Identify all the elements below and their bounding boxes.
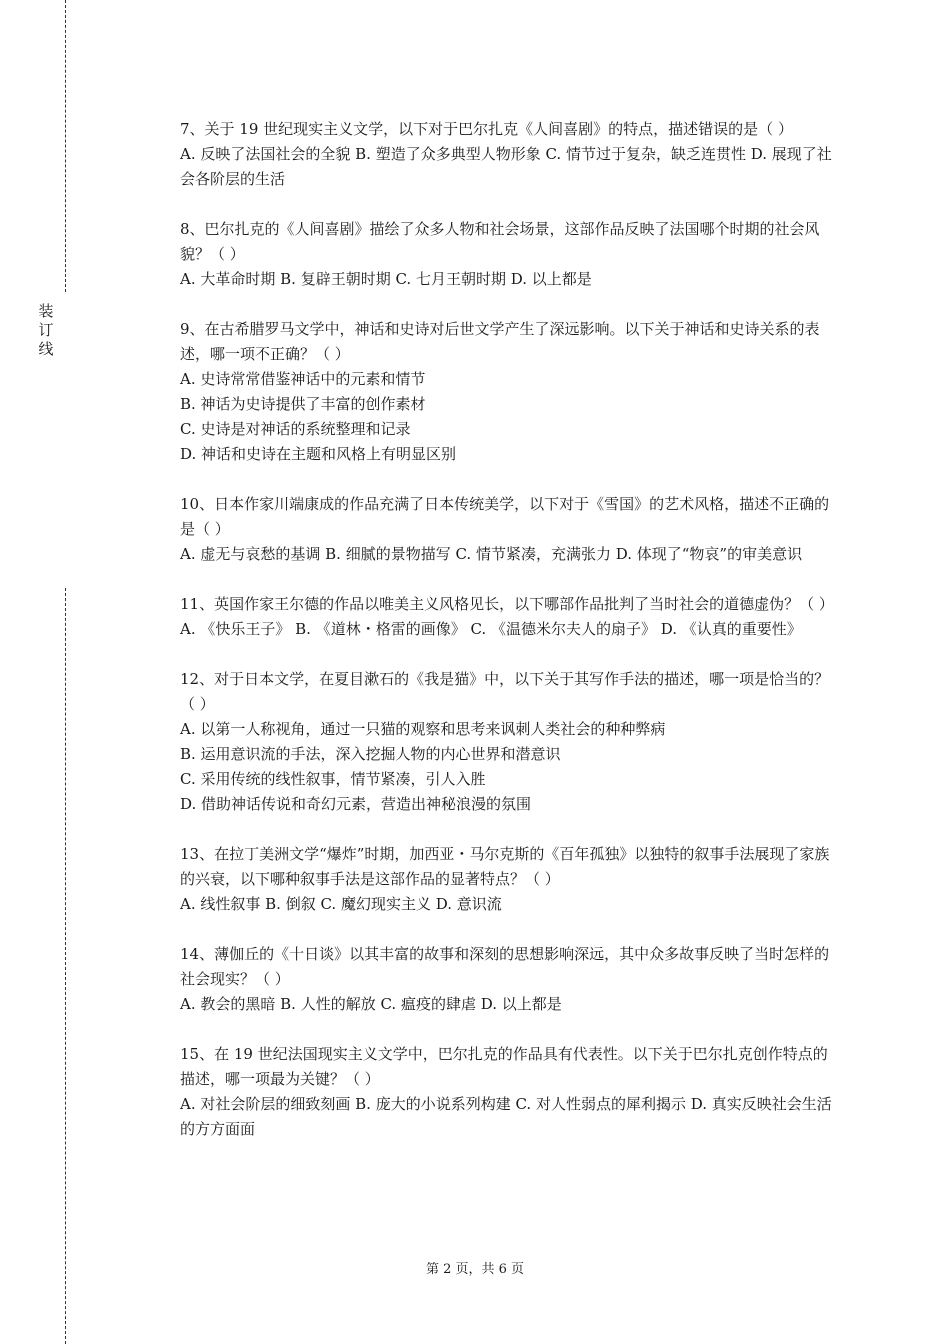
binding-char: 线	[38, 340, 54, 358]
option-a: A. 以第一人称视角，通过一只猫的观察和思考来讽刺人类社会的种种弊病	[180, 720, 666, 738]
option-d: D. 神话和史诗在主题和风格上有明显区别	[180, 445, 457, 463]
option-b: B. 神话为史诗提供了丰富的创作素材	[180, 395, 426, 413]
question-stem: 15、在 19 世纪法国现实主义文学中，巴尔扎克的作品具有代表性。以下关于巴尔扎克创作特点的描述，哪一项最为关键？（ ）	[180, 1045, 828, 1088]
option-c: C. 史诗是对神话的系统整理和记录	[180, 420, 411, 438]
question-options: A. 线性叙事 B. 倒叙 C. 魔幻现实主义 D. 意识流	[180, 895, 502, 913]
question-list	[180, 117, 840, 1167]
binding-char: 订	[38, 321, 54, 339]
option-b: B. 运用意识流的手法，深入挖掘人物的内心世界和潜意识	[180, 745, 561, 763]
question-10	[180, 492, 840, 567]
question-12	[180, 667, 840, 817]
option-d: D. 借助神话传说和奇幻元素，营造出神秘浪漫的氛围	[180, 795, 532, 813]
question-stem: 12、对于日本文学，在夏目漱石的《我是猫》中，以下关于其写作手法的描述，哪一项是恰当的？（ ）	[180, 670, 830, 713]
question-options: A. 虚无与哀愁的基调 B. 细腻的景物描写 C. 情节紧凑，充满张力 D. 体现了“物哀”的审美意识	[180, 545, 803, 563]
question-stem: 13、在拉丁美洲文学“爆炸”时期，加西亚・马尔克斯的《百年孤独》以独特的叙事手法展现了家族的兴衰，以下哪种叙事手法是这部作品的显著特点？（ ）	[180, 845, 830, 888]
binding-line-top	[65, 0, 66, 292]
question-stem: 10、日本作家川端康成的作品充满了日本传统美学，以下对于《雪国》的艺术风格，描述不正确的是（ ）	[180, 495, 830, 538]
question-stem: 11、英国作家王尔德的作品以唯美主义风格见长，以下哪部作品批判了当时社会的道德虚伪？（ ）	[180, 595, 834, 613]
binding-char: 装	[38, 302, 54, 320]
question-9	[180, 317, 840, 467]
question-15	[180, 1042, 840, 1142]
question-options: A. 反映了法国社会的全貌 B. 塑造了众多典型人物形象 C. 情节过于复杂，缺乏连贯性 D. 展现了社会各阶层的生活	[180, 145, 832, 188]
question-7	[180, 117, 840, 192]
question-options: A. 《快乐王子》 B. 《道林・格雷的画像》 C. 《温德米尔夫人的扇子》 D. 《认真的重要性》	[180, 620, 802, 638]
question-13	[180, 842, 840, 917]
binding-label	[36, 302, 56, 359]
page-footer: 第 2 页，共 6 页	[425, 1262, 525, 1277]
question-stem: 8、巴尔扎克的《人间喜剧》描绘了众多人物和社会场景，这部作品反映了法国哪个时期的社会风貌？（ ）	[180, 220, 820, 263]
question-options: A. 大革命时期 B. 复辟王朝时期 C. 七月王朝时期 D. 以上都是	[180, 270, 592, 288]
question-14	[180, 942, 840, 1017]
question-options: A. 对社会阶层的细致刻画 B. 庞大的小说系列构建 C. 对人性弱点的犀利揭示 D. 真实反映社会生活的方方面面	[180, 1095, 832, 1138]
question-8	[180, 217, 840, 292]
question-stem: 14、薄伽丘的《十日谈》以其丰富的故事和深刻的思想影响深远，其中众多故事反映了当时怎样的社会现实？（ ）	[180, 945, 830, 988]
option-a: A. 史诗常常借鉴神话中的元素和情节	[180, 370, 426, 388]
question-options: A. 教会的黑暗 B. 人性的解放 C. 瘟疫的肆虐 D. 以上都是	[180, 995, 562, 1013]
question-stem: 9、在古希腊罗马文学中，神话和史诗对后世文学产生了深远影响。以下关于神话和史诗关系的表述，哪一项不正确？（ ）	[180, 320, 820, 363]
question-11	[180, 592, 840, 642]
option-c: C. 采用传统的线性叙事，情节紧凑，引人入胜	[180, 770, 486, 788]
question-stem: 7、关于 19 世纪现实主义文学，以下对于巴尔扎克《人间喜剧》的特点，描述错误的是（ ）	[180, 120, 793, 138]
binding-line-bottom	[65, 588, 66, 1344]
